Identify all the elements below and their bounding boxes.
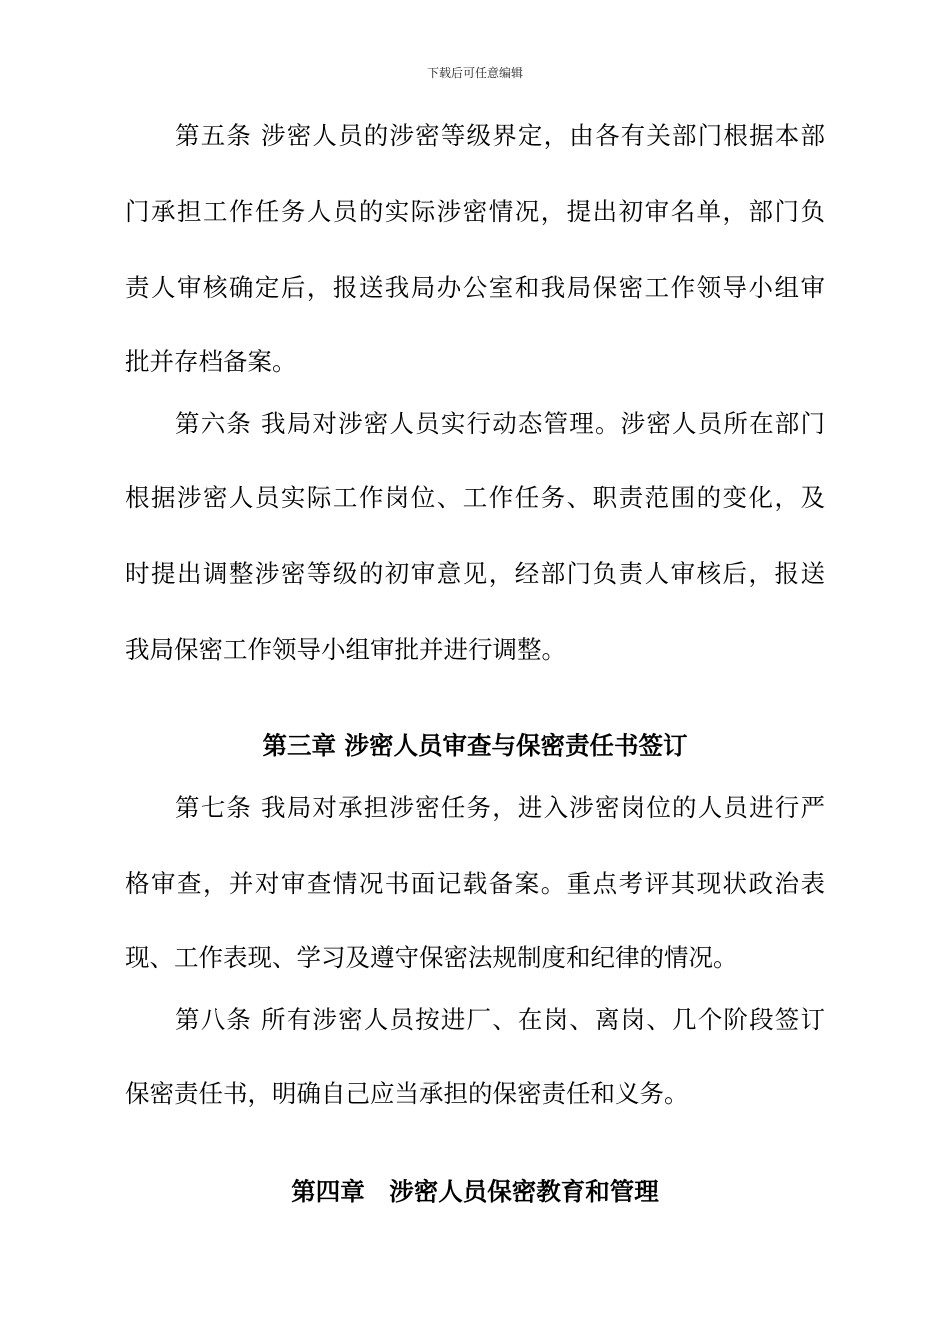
page-header-note: 下载后可任意编辑 xyxy=(426,66,523,80)
article-6-line-4: 我局保密工作领导小组审批并进行调整。 xyxy=(125,635,566,664)
article-8-line-1: 第八条 所有涉密人员按进厂、在岗、离岗、几个阶段签订 xyxy=(175,1005,825,1034)
article-5-line-3: 责人审核确定后，报送我局办公室和我局保密工作领导小组审 xyxy=(125,273,825,302)
article-6-line-2: 根据涉密人员实际工作岗位、工作任务、职责范围的变化，及 xyxy=(125,483,825,512)
article-7-line-3: 现、工作表现、学习及遵守保密法规制度和纪律的情况。 xyxy=(125,943,738,972)
article-6-line-1: 第六条 我局对涉密人员实行动态管理。涉密人员所在部门 xyxy=(175,409,825,438)
article-5-line-2: 门承担工作任务人员的实际涉密情况，提出初审名单，部门负 xyxy=(125,197,825,226)
article-8-line-2: 保密责任书，明确自己应当承担的保密责任和义务。 xyxy=(125,1079,689,1108)
article-5-line-1: 第五条 涉密人员的涉密等级界定，由各有关部门根据本部 xyxy=(175,121,825,150)
article-6-line-3: 时提出调整涉密等级的初审意见，经部门负责人审核后，报送 xyxy=(125,559,825,588)
article-5-line-4: 批并存档备案。 xyxy=(125,347,297,376)
chapter-3-heading: 第三章 涉密人员审查与保密责任书签订 xyxy=(262,731,688,760)
article-7-line-1: 第七条 我局对承担涉密任务，进入涉密岗位的人员进行严 xyxy=(175,793,825,822)
article-7-line-2: 格审查，并对审查情况书面记载备案。重点考评其现状政治表 xyxy=(125,869,825,898)
chapter-4-heading: 第四章 涉密人员保密教育和管理 xyxy=(291,1177,659,1206)
